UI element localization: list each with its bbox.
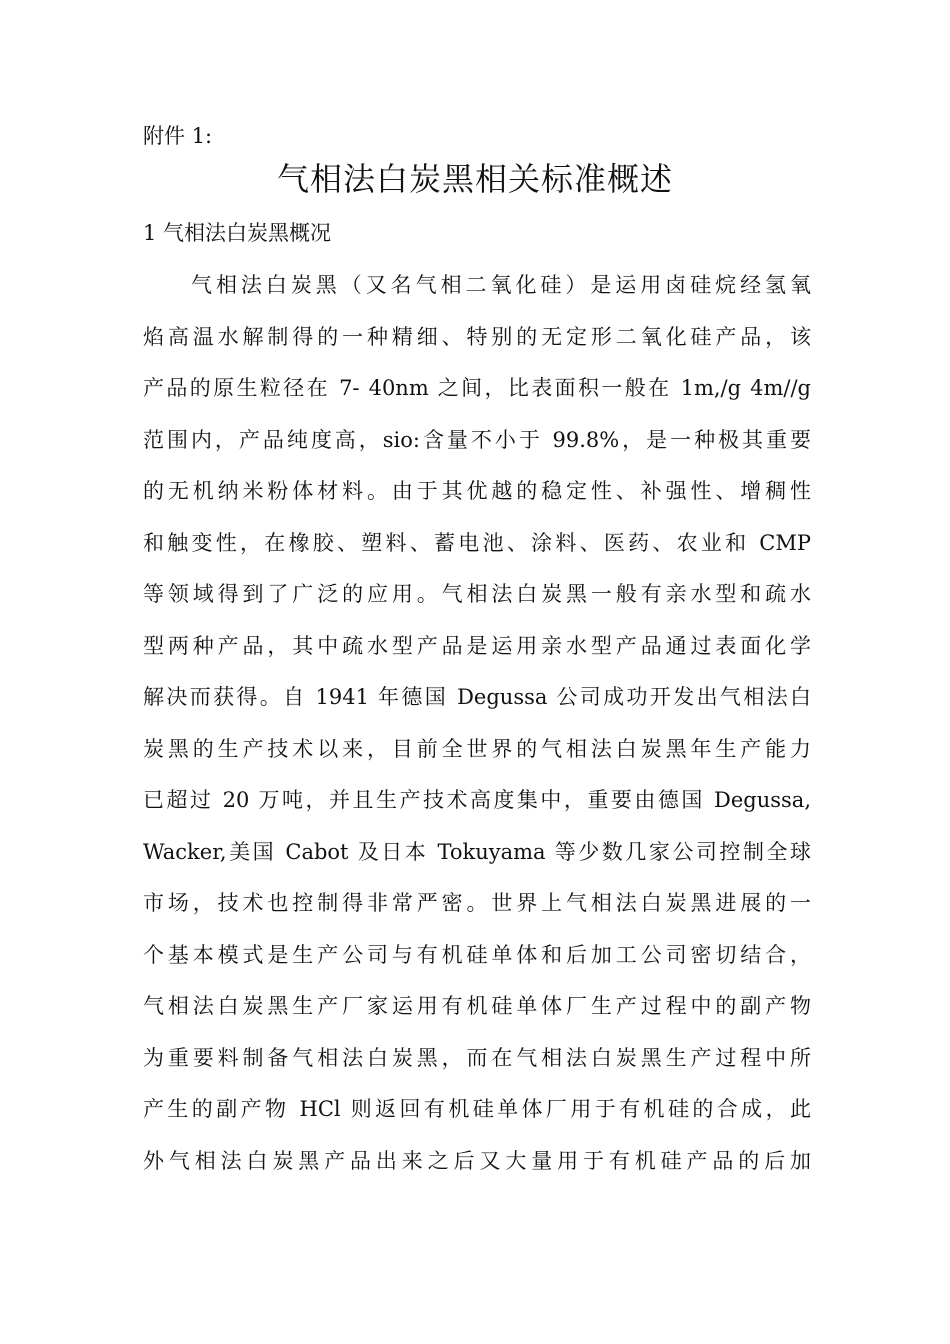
paragraph-line: 型两种产品，其中疏水型产品是运用亲水型产品通过表面化学 (143, 633, 811, 658)
paragraph-line: 和触变性，在橡胶、塑料、蓄电池、涂料、医药、农业和 CMP (143, 530, 811, 555)
section-heading: 1 气相法白炭黑概况 (143, 221, 332, 245)
paragraph-line: 气相法白炭黑生产厂家运用有机硅单体厂生产过程中的副产物 (143, 994, 811, 1018)
paragraph-line: 解决而获得。自 1941 年德国 Degussa 公司成功开发出气相法白 (143, 685, 811, 709)
paragraph-line: 市场，技术也控制得非常严密。世界上气相法白炭黑进展的一 (143, 891, 811, 915)
paragraph-line: 焰高温水解制得的一种精细、特别的无定形二氧化硅产品，该 (143, 324, 811, 349)
paragraph-line: 个基本模式是生产公司与有机硅单体和后加工公司密切结合， (143, 942, 811, 967)
paragraph-line: 已超过 20 万吨，并且生产技术高度集中，重要由德国 Degussa, (143, 788, 811, 812)
document-title: 气相法白炭黑相关标准概述 (276, 160, 673, 198)
paragraph-line: 等领域得到了广泛的应用。气相法白炭黑一般有亲水型和疏水 (143, 582, 811, 606)
paragraph-line: 外气相法白炭黑产品出来之后又大量用于有机硅产品的后加 (143, 1148, 811, 1173)
paragraph-line: 范围内，产品纯度高，sio:含量不小于 99.8%，是一种极其重要 (143, 427, 811, 452)
paragraph-line: 为重要料制备气相法白炭黑，而在气相法白炭黑生产过程中所 (143, 1045, 811, 1070)
attachment-label: 附件 1: (143, 124, 213, 148)
paragraph-line: 炭黑的生产技术以来，目前全世界的气相法白炭黑年生产能力 (143, 736, 811, 761)
paragraph-line: 产生的副产物 HCl 则返回有机硅单体厂用于有机硅的合成，此 (143, 1097, 811, 1121)
paragraph-line: 的无机纳米粉体材料。由于其优越的稳定性、补强性、增稠性 (143, 479, 811, 503)
paragraph-line: 产品的原生粒径在 7- 40nm 之间，比表面积一般在 1m,/g 4m//g (143, 376, 811, 400)
paragraph-line: 气相法白炭黑（又名气相二氧化硅）是运用卤硅烷经氢氧 (191, 273, 811, 297)
paragraph-line: Wacker,美国 Cabot 及日本 Tokuyama 等少数几家公司控制全球 (143, 839, 811, 864)
body-paragraph (143, 260, 811, 1187)
